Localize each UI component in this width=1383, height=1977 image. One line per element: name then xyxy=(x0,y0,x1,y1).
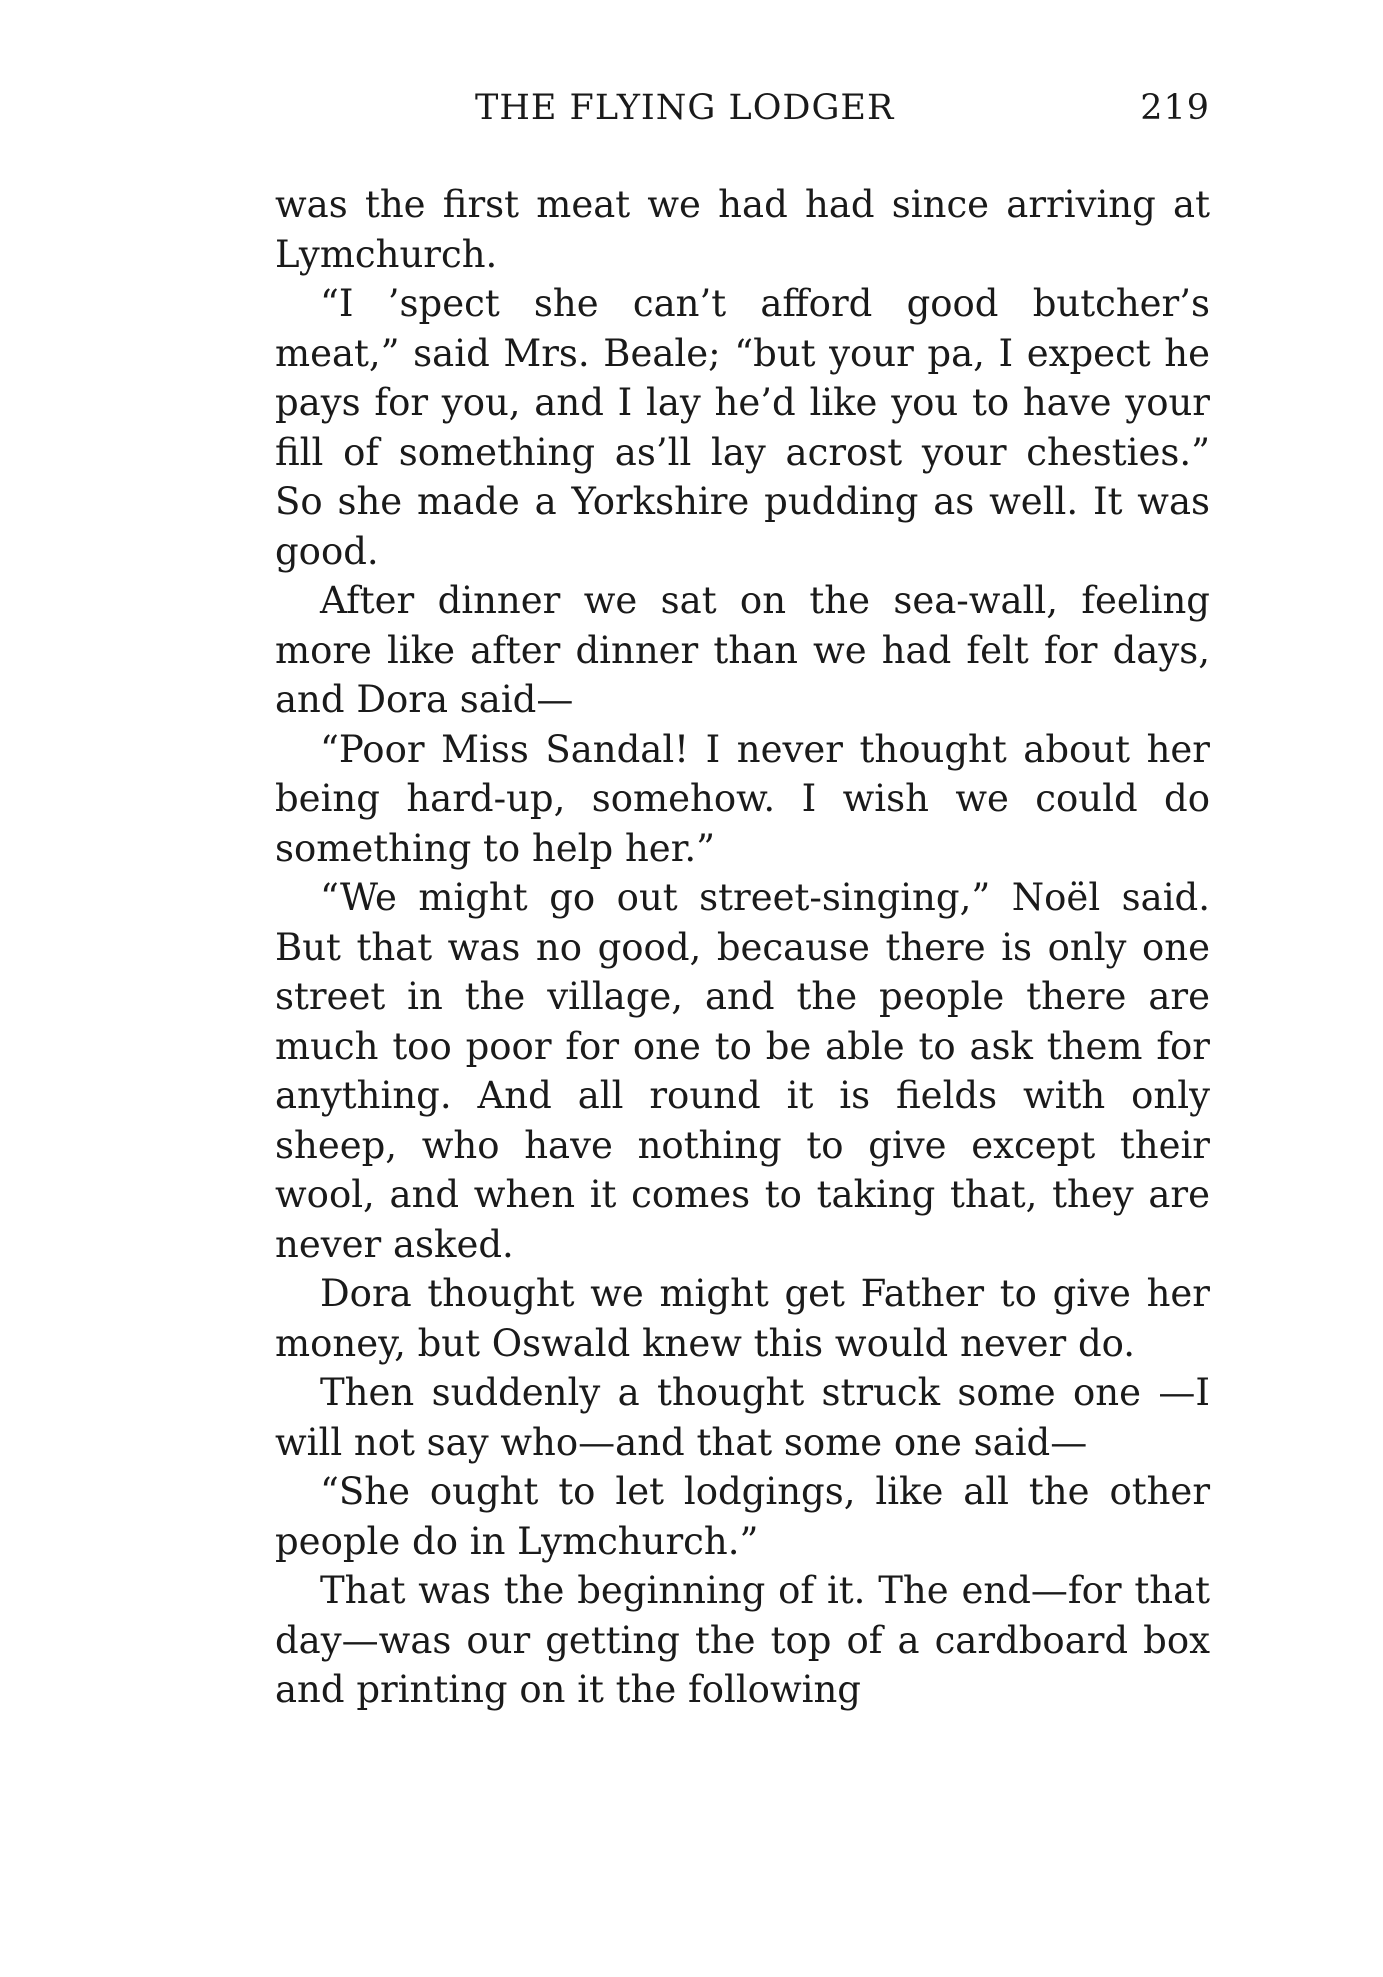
paragraph: “Poor Miss Sandal! I never thought about her being hard-up, somehow. I wish we could do something to help her.” xyxy=(275,727,1210,870)
paragraph: “I ’spect she can’t afford good butcher’s meat,” said Mrs. Beale; “but your pa, I expect he pays for you, and I lay he’d like you to have your fill of something as’ll lay acrost your chesties.” So she made a Yorkshire pudding as well. It was good. xyxy=(275,282,1210,573)
paragraph: Then suddenly a thought struck some one —I will not say who—and that some one said— xyxy=(275,1371,1210,1464)
running-title: THE FLYING LODGER xyxy=(475,88,895,128)
paragraph: “We might go out street-singing,” Noël said. But that was no good, because there is only one street in the village, and the people there are much too poor for one to be able to ask them for anything. And all round it is fields with only sheep, who have nothing to give except their wool, and when it comes to taking that, they are never asked. xyxy=(275,876,1210,1266)
paragraph: “She ought to let lodgings, like all the other people do in Lymchurch.” xyxy=(275,1470,1210,1563)
body-text xyxy=(275,180,1210,1715)
running-head xyxy=(275,88,1210,138)
paragraph: Dora thought we might get Father to give her money, but Oswald knew this would never do. xyxy=(275,1272,1210,1365)
paragraph: After dinner we sat on the sea-wall, feeling more like after dinner than we had felt for days, and Dora said— xyxy=(275,579,1210,721)
page-number: 219 xyxy=(1140,88,1210,128)
paragraph: That was the beginning of it. The end—for that day—was our getting the top of a cardboard box and printing on it the following xyxy=(275,1569,1210,1711)
paragraph: was the first meat we had had since arriving at Lymchurch. xyxy=(275,183,1210,276)
